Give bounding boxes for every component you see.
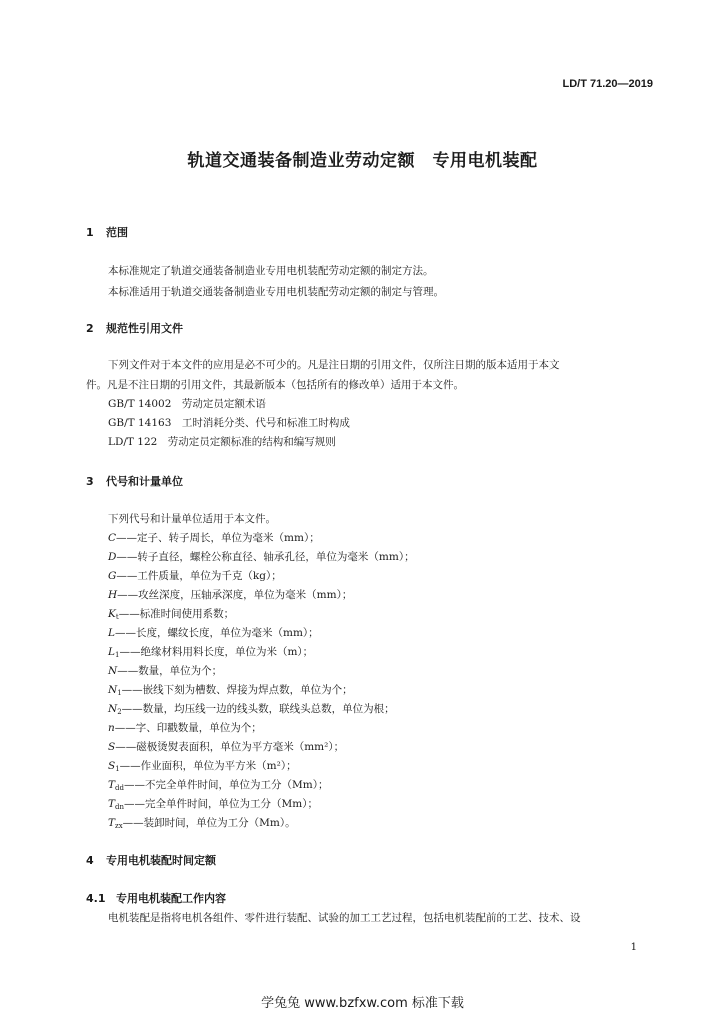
paragraph: 下列文件对于本文件的应用是必不可少的。凡是注日期的引用文件，仅所注日期的版本适用于本文 <box>108 359 560 371</box>
section-4-heading <box>86 852 216 868</box>
section-2-heading <box>86 320 183 336</box>
symbol: H <box>108 589 118 601</box>
subsection-4-1-heading <box>86 890 226 906</box>
symbol-description: ——转子直径，螺栓公称直径、轴承孔径，单位为毫米（mm）； <box>116 551 415 563</box>
symbol: N <box>108 684 118 696</box>
symbol-description: ——绝缘材料用料长度，单位为米（m）； <box>119 646 314 658</box>
subsection-title: 专用电机装配工作内容 <box>116 892 226 905</box>
symbol-description: ——嵌线下刻为槽数、焊接为焊点数，单位为个； <box>121 684 353 696</box>
section-title: 专用电机装配时间定额 <box>106 854 216 867</box>
symbol: D <box>108 551 117 563</box>
symbol-definition <box>108 587 352 602</box>
symbol-subscript: 1 <box>117 689 122 697</box>
symbol-definition <box>108 530 320 545</box>
document-title: 轨道交通装备制造业劳动定额 专用电机装配 <box>187 151 538 171</box>
symbol-definition <box>108 739 344 754</box>
section-1-heading <box>86 224 128 240</box>
section-number: 2 <box>86 322 94 335</box>
symbol: L <box>108 646 115 658</box>
reference-item: LD/T 122 劳动定员定额标准的结构和编写规则 <box>108 436 336 448</box>
symbol-description: ——作业面积，单位为平方米（m²）； <box>119 760 297 772</box>
symbol-description: ——装卸时间，单位为工分（Mm）。 <box>122 817 296 829</box>
symbol-definition <box>108 663 222 678</box>
symbol-definition <box>108 701 395 716</box>
paragraph: 下列代号和计量单位适用于本文件。 <box>108 513 276 525</box>
section-3-heading <box>86 473 183 489</box>
reference-item: GB/T 14163 工时消耗分类、代号和标准工时构成 <box>108 417 350 429</box>
page-number: 1 <box>630 942 637 953</box>
symbol-subscript: t <box>115 613 119 621</box>
symbol-definition <box>108 796 318 811</box>
symbol: S <box>108 760 116 772</box>
symbol: C <box>108 532 117 544</box>
symbol-description: ——数量，单位为个； <box>117 665 223 677</box>
symbol-subscript: 2 <box>117 708 122 716</box>
symbol-definition <box>108 815 296 830</box>
symbol-description: ——标准时间使用系数； <box>118 608 235 620</box>
symbol-definition <box>108 682 353 697</box>
symbol: T <box>108 798 116 810</box>
symbol: N <box>108 665 118 677</box>
symbol-description: ——定子、转子周长，单位为毫米（mm）； <box>116 532 320 544</box>
symbol-definition <box>108 606 234 621</box>
symbol: G <box>108 570 117 582</box>
symbol: N <box>108 703 118 715</box>
symbol-description: ——数量，均压线一边的线头数，联线头总数，单位为根； <box>121 703 395 715</box>
symbol-subscript: dd <box>115 784 124 792</box>
paragraph: 本标准适用于轨道交通装备制造业专用电机装配劳动定额的制定与管理。 <box>108 286 444 298</box>
reference-item: GB/T 14002 劳动定员定额术语 <box>108 398 266 410</box>
symbol: S <box>108 741 116 753</box>
section-title: 代号和计量单位 <box>106 475 183 488</box>
paragraph: 件。凡是不注日期的引用文件，其最新版本（包括所有的修改单）适用于本文件。 <box>86 379 464 391</box>
footer-watermark: 学兔兔 www.bzfxw.com 标准下载 <box>261 996 464 1011</box>
paragraph: 本标准规定了轨道交通装备制造业专用电机装配劳动定额的制定方法。 <box>108 265 434 277</box>
symbol: T <box>108 779 116 791</box>
paragraph: 电机装配是指将电机各组件、零件进行装配、试验的加工工艺过程，包括电机装配前的工艺、技术、设 <box>108 912 581 924</box>
section-number: 3 <box>86 475 94 488</box>
section-number: 1 <box>86 226 94 239</box>
symbol-subscript: dn <box>115 803 125 811</box>
symbol-subscript: 1 <box>115 765 120 773</box>
symbol-definition <box>108 758 297 773</box>
symbol: K <box>108 608 116 620</box>
subsection-number: 4.1 <box>86 892 106 905</box>
symbol-definition <box>108 625 319 640</box>
symbol-description: ——长度，螺纹长度，单位为毫米（mm）； <box>114 627 319 639</box>
symbol-definition <box>108 720 262 735</box>
symbol-description: ——磁极烫熨表面积，单位为平方毫米（mm²）； <box>115 741 345 753</box>
symbol-subscript: zx <box>115 822 123 830</box>
symbol: L <box>108 627 115 639</box>
symbol-description: ——完全单件时间，单位为工分（Mm）； <box>124 798 318 810</box>
symbol-definition <box>108 644 313 659</box>
symbol-definition <box>108 549 415 564</box>
section-number: 4 <box>86 854 94 867</box>
symbol-description: ——不完全单件时间，单位为工分（Mm）； <box>123 779 329 791</box>
standard-code: LD/T 71.20—2019 <box>562 78 653 90</box>
section-title: 规范性引用文件 <box>106 322 183 335</box>
symbol-subscript: 1 <box>114 651 120 659</box>
symbol-definition <box>108 777 328 792</box>
symbol: T <box>108 817 116 829</box>
symbol: n <box>108 722 115 734</box>
symbol-definition <box>108 568 282 583</box>
symbol-description: ——字、印戳数量，单位为个； <box>114 722 262 734</box>
section-title: 范围 <box>106 226 128 239</box>
symbol-description: ——工件质量，单位为千克（kg）； <box>116 570 282 582</box>
symbol-description: ——攻丝深度，压轴承深度，单位为毫米（mm）； <box>117 589 353 601</box>
